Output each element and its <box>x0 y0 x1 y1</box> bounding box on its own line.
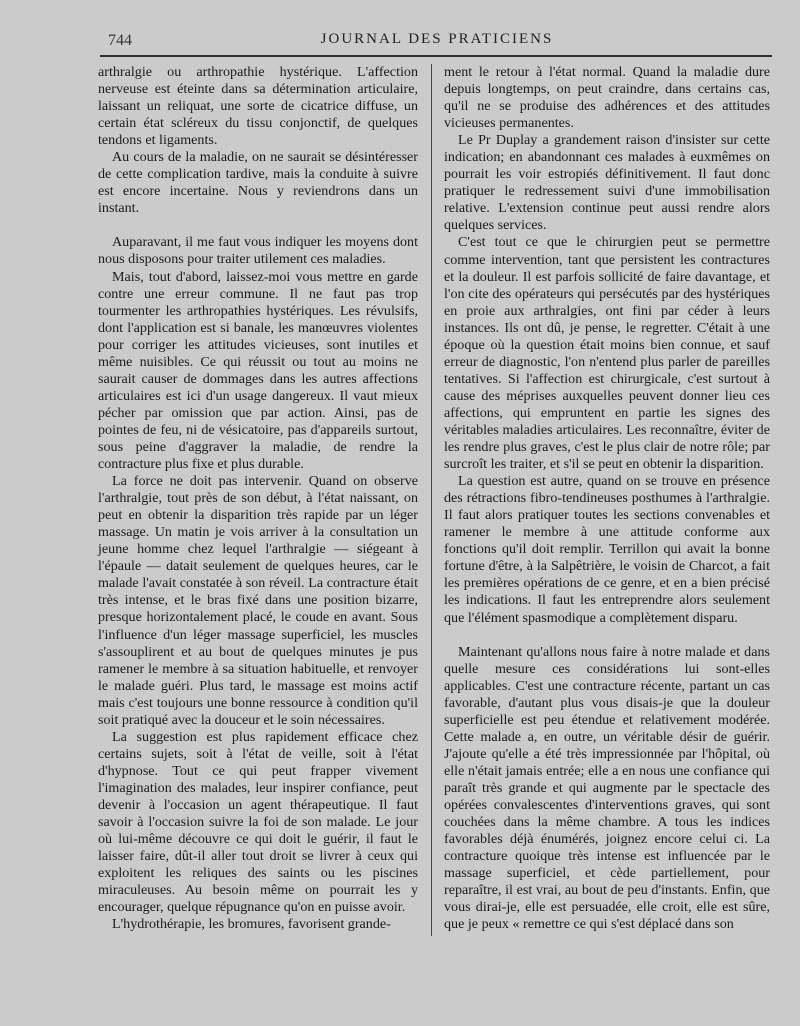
paragraph: arthralgie ou arthropathie hystérique. L'affection nerveuse est éteinte dans sa détermination articulaire, laissant un reliquat, une sorte de cicatrice diffuse, un certain état scléreux du tissu conjonctif, de quelques tendons et ligaments. <box>98 64 418 149</box>
paragraph: L'hydrothérapie, les bromures, favorisent grande- <box>112 916 391 933</box>
journal-title: JOURNAL DES PRATICIENS <box>320 31 554 47</box>
page-number: 744 <box>108 32 132 49</box>
column-divider <box>431 64 432 936</box>
page-header <box>104 28 770 50</box>
paragraph: ment le retour à l'état normal. Quand la maladie dure depuis longtemps, on peut craindre, dans certains cas, qu'il ne se produise des adhérences et des attitudes vicieuses permanentes. <box>444 64 770 132</box>
paragraph: La question est autre, quand on se trouve en présence des rétractions fibro-tendineuses posthumes à l'arthralgie. Il faut alors pratiquer toutes les sections convenables et ramener le membre à une attitude conforme aux fonctions qu'il doit remplir. Terrillon qui avait la bonne fortune d'être, à la Salpêtrière, le voisin de Charcot, a fait les premières opérations de ce genre, et en a bien précisé les indications. Il faut les entreprendre alors seulement que l'élément spasmodique a complètement disparu. <box>444 473 770 626</box>
paragraph: C'est tout ce que le chirurgien peut se permettre comme intervention, tant que persistent les contractures et la douleur. Il est parfois sollicité de faire davantage, et l'on cite des opérateurs qui persécutés par des hystériques en proie aux arthralgies, ont fini par céder à leurs instances. Ils ont dû, je pense, le regretter. C'était à une époque où la question était moins bien connue, et sauf erreur de diagnostic, l'on n'entend plus parler de pareilles tentatives. Si l'affection est chirurgicale, c'est surtout à cause des méprises auxquelles peuvent donner lieu ces affections, qui empruntent en partie les signes des véritables maladies articulaires. Les reconnaître, éviter de les rendre plus graves, c'est le plus clair de notre rôle; par surcroît les traiter, et s'il se peut en obtenir la disparition. <box>444 234 770 473</box>
paragraph: Le Pr Duplay a grandement raison d'insister sur cette indication; en abandonnant ces malades à euxmêmes on pourrait les voir estropiés définitivement. Il faut donc pratiquer le redressement suivi d'une immobilisation relative. L'extension continue peut aussi rendre alors quelques services. <box>444 132 770 234</box>
paragraph: Au cours de la maladie, on ne saurait se désintéresser de cette complication tardive, mais la conduite à suivre est encore incertaine. Nous y reviendrons dans un instant. <box>98 149 418 217</box>
header-rule <box>100 55 772 57</box>
left-column <box>98 64 418 933</box>
right-column <box>444 64 770 933</box>
paragraph: Mais, tout d'abord, laissez-moi vous mettre en garde contre une erreur commune. Il ne faut pas trop tourmenter les arthropathies hystériques. Les révulsifs, dont l'application est si banale, les manœuvres violentes pour corriger les attitudes vicieuses, sont inutiles et même nuisibles. Ce qui réussit ou tout au moins ne saurait causer de dommages dans les autres affections articulaires est ici d'un usage dangereux. Il vaut mieux pécher par omission que par action. Ainsi, pas de pointes de feu, ni de vésicatoire, pas d'appareils surtout, sous peine d'aggraver la maladie, de rendre la contracture plus fixe et plus durable. <box>98 268 418 473</box>
paragraph: Maintenant qu'allons nous faire à notre malade et dans quelle mesure ces considérations lui sont-elles applicables. C'est une contracture récente, partant un cas favorable, d'autant plus vous disais-je que la douleur superficielle est peu étendue et relativement modérée. Cette malade a, en outre, un véritable désir de guérir. J'ajoute qu'elle a été très impressionnée par l'hôpital, où elle n'était jamais entrée; elle a en nous une confiance qui paraît très grande et qui augmente par le spectacle des opérées convalescentes d'interventions graves, qui sont couchées dans la même chambre. A tous les indices favorables déjà énumérés, joignez encore celui ci. La contracture quoique très intense est influencée par le massage superficiel, et cède partiellement, pour reparaître, il est vrai, au bout de peu d'instants. Enfin, que vous dirai-je, elle est persuadée, elle croit, elle est sûre, que je peux « remettre ce qui s'est déplacé dans son <box>444 643 770 933</box>
paragraph: Auparavant, il me faut vous indiquer les moyens dont nous disposons pour traiter utilement ces maladies. <box>98 234 418 268</box>
paragraph: La suggestion est plus rapidement efficace chez certains sujets, soit à l'état de veille, soit à l'état d'hypnose. Tout ce qui peut frapper vivement l'imagination des malades, leur inspirer confiance, peut devenir à l'occasion un agent thérapeutique. Il faut savoir à l'occasion suivre la foi de son malade. Le jour où lui-même découvre ce qui doit le guérir, il faut le laisser faire, dût-il aller tout droit se livrer à ceux qui exploitent les reliques des saints ou les piscines miraculeuses. Au besoin même on pourrait les y encourager, quelque répugnance qu'on en puisse avoir. <box>98 728 418 916</box>
paragraph: La force ne doit pas intervenir. Quand on observe l'arthralgie, tout près de son début, à l'état naissant, on peut en obtenir la disparition très rapide par un léger massage. Un matin je vois arriver à la consultation un jeune homme chez lequel l'arthralgie — siégeant à l'épaule — datait seulement de quelques heures, car le malade l'avait constatée à son réveil. La contracture était très intense, et le bras fixé dans une position bizarre, presque horizontalement placé, le coude en avant. Sous l'influence d'un léger massage superficiel, les muscles s'assouplirent et au bout de quelques minutes je pus ramener le membre à sa situation habituelle, et renvoyer le malade guéri. Plus tard, le massage est moins actif mais c'est toujours une bonne ressource à condition qu'il soit pratiqué avec la douceur et le soin nécessaires. <box>98 473 418 728</box>
